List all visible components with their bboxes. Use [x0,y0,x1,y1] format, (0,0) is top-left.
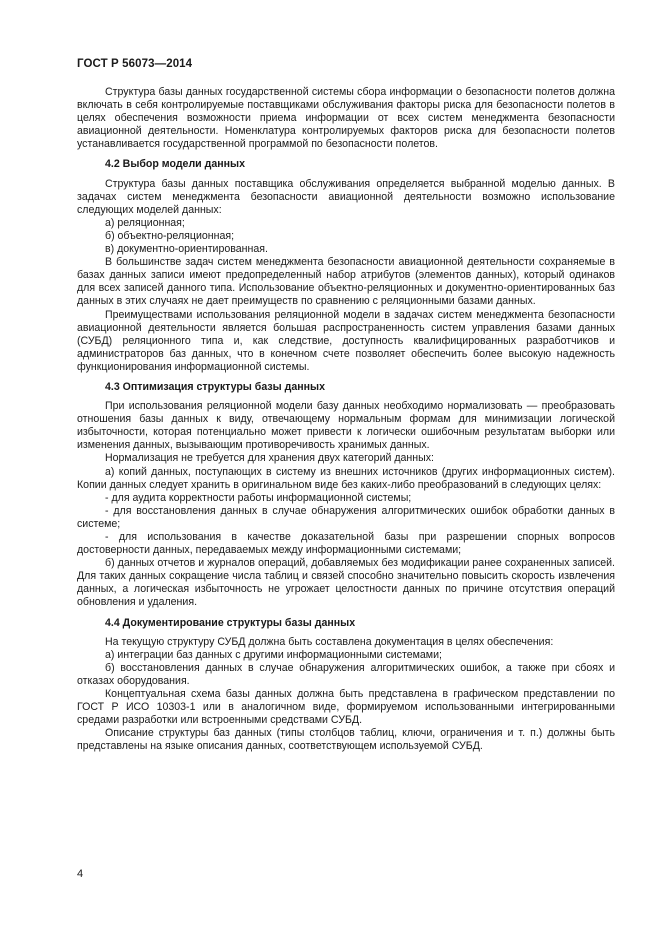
section-heading: 4.3 Оптимизация структуры базы данных [105,380,325,393]
paragraph: Структура базы данных государственной системы сбора информации о безопасности полетов должна включать в себя контролируемые поставщиками обслуживания факторы риска для безопасности полетов в целях обеспечения возможности приема информации от всех систем менеджмента безопасности авиационной деятельности. Номенклатура контролируемых факторов риска для безопасности полетов устанавливается государственной программой по безопасности полетов. [77,86,615,151]
paragraph: При использования реляционной модели базу данных необходимо нормализовать — преобразовать отношения базы данных к виду, отвечающему нормальным формам для минимизации логической избыточности, которая потенциально может привести к логически ошибочным результатам выборки или изменения данных, вызывающим противоречивость хранимых данных. [77,400,615,452]
list-item: - для аудита корректности работы информационной системы; [105,491,412,504]
paragraph: Нормализация не требуется для хранения двух категорий данных: [105,452,434,465]
list-item: а) интеграции баз данных с другими информационными системами; [105,648,442,661]
paragraph: Концептуальная схема базы данных должна быть представлена в графическом представлении по ГОСТ Р ИСО 10303-1 или в аналогичном виде, формируемом использованными интегрированными средами разработки или встроенными средствами СУБД. [77,688,615,727]
list-item: а) реляционная; [105,216,185,229]
paragraph: На текущую структуру СУБД должна быть составлена документация в целях обеспечения: [105,635,554,648]
section-heading: 4.2 Выбор модели данных [105,158,245,171]
paragraph: В большинстве задач систем менеджмента безопасности авиационной деятельности сохраняемые в базах данных записи имеют предопределенный набор атрибутов (элементов данных), который одинаков для всех записей данного типа. Использование объектно-реляционных и документно-ориентированных баз данных в этих случаях не дает преимуществ по сравнению с реляционными базами данных. [77,256,615,308]
list-item: в) документно-ориентированная. [105,243,268,256]
list-item: б) данных отчетов и журналов операций, добавляемых без модификации ранее сохраненных записей. Для таких данных сокращение числа таблиц и связей способно значительно повысить скорость извлечения данных, а логическая избыточность не угрожает целостности данных по причине отсутствия операций обновления и удаления. [77,557,615,609]
paragraph: Преимуществами использования реляционной модели в задачах систем менеджмента безопасности авиационной деятельности является большая распространенность систем управления базами данных (СУБД) реляционного типа и, как следствие, доступность квалифицированных разработчиков и администраторов баз данных, что в конечном счете позволяет обеспечить более высокую надежность функционирования информационной системы. [77,308,615,373]
list-item: - для использования в качестве доказательной базы при разрешении спорных вопросов достоверности данных, передаваемых между информационными системами; [77,531,615,557]
list-item: б) восстановления данных в случае обнаружения алгоритмических ошибок, а также при сбоях и отказах оборудования. [77,661,615,687]
section-heading: 4.4 Документирование структуры базы данных [105,616,356,629]
paragraph: Структура базы данных поставщика обслуживания определяется выбранной моделью данных. В задачах систем менеджмента безопасности авиационной деятельности возможно использование следующих моделей данных: [77,177,615,216]
list-item: б) объектно-реляционная; [105,229,235,242]
document-body [77,86,615,754]
page-number: 4 [77,868,84,880]
paragraph: Описание структуры баз данных (типы столбцов таблиц, ключи, ограничения и т. п.) должны быть представлены на языке описания данных, соответствующем используемой СУБД. [77,727,615,753]
list-item: - для восстановления данных в случае обнаружения алгоритмических ошибок обработки данных в системе; [77,504,615,530]
list-item: а) копий данных, поступающих в систему из внешних источников (других информационных систем). Копии данных следует хранить в оригинальном виде без каких-либо преобразований в следующих целях: [77,465,615,491]
document-code: ГОСТ Р 56073—2014 [77,58,193,70]
